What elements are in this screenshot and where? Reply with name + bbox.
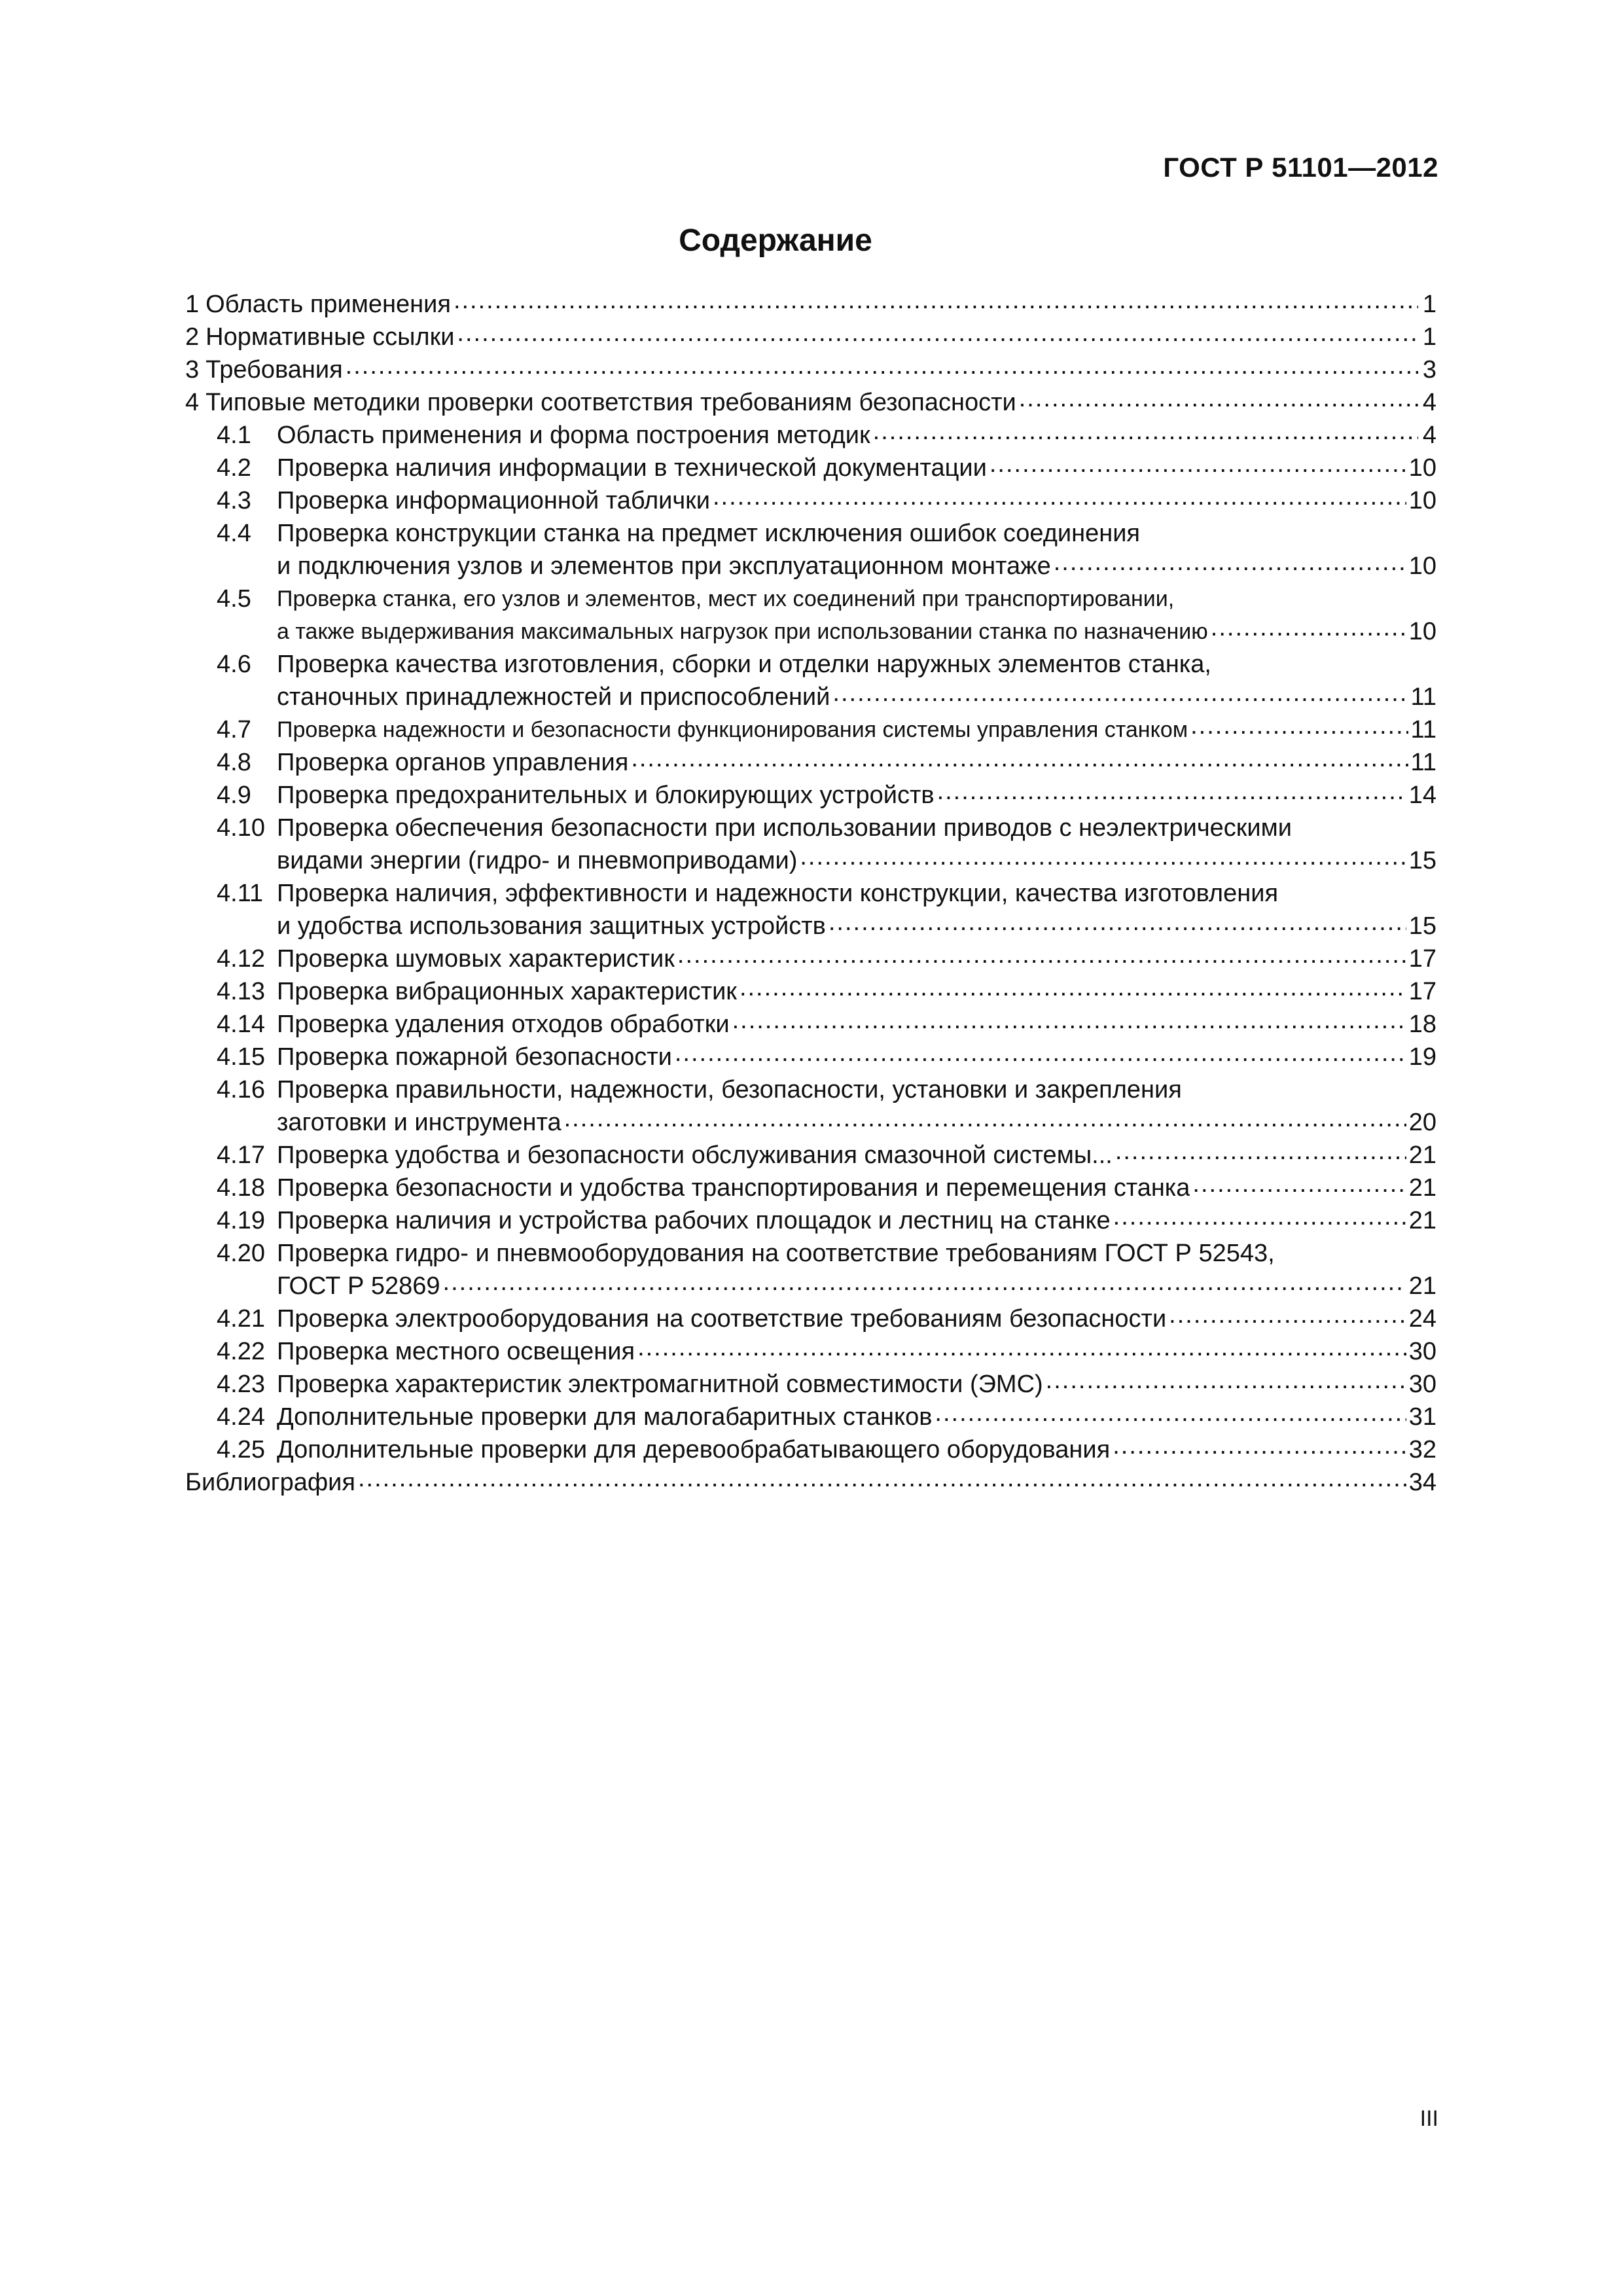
toc-dot-leader (1054, 550, 1406, 583)
toc-dot-leader (740, 975, 1406, 1008)
toc-page-number: 21 (1408, 1141, 1436, 1169)
toc-page-number: 24 (1408, 1305, 1436, 1333)
toc-dot-leader (829, 910, 1406, 942)
toc-dot-leader (443, 1270, 1406, 1302)
toc-entry-number: 4.9 (217, 781, 251, 809)
toc-entry (185, 1335, 1436, 1368)
toc-page-number: 30 (1408, 1338, 1436, 1365)
toc-dot-leader (1113, 1433, 1406, 1466)
toc-entry-title: Проверка пожарной безопасности (277, 1043, 672, 1071)
toc-entry (185, 1237, 1436, 1302)
toc-page-number: 34 (1408, 1469, 1436, 1496)
toc-dot-leader (1169, 1302, 1406, 1335)
toc-entry (185, 288, 1436, 321)
toc-page-number: 32 (1408, 1436, 1436, 1463)
toc-entry-title: Проверка станка, его узлов и элементов, мест их соединений при транспортировании, (277, 586, 1175, 611)
toc-entry (185, 1466, 1436, 1499)
toc-entry-number: 4.11 (217, 880, 264, 907)
toc-dot-leader (935, 1401, 1406, 1433)
toc-page-number: 30 (1408, 1371, 1436, 1398)
toc-page-number: 10 (1408, 552, 1436, 580)
toc-entry (185, 1433, 1436, 1466)
toc-entry-title: Проверка конструкции станка на предмет исключения ошибок соединения (277, 520, 1140, 547)
toc-entry-title: Проверка характеристик электромагнитной совместимости (ЭМС) (277, 1371, 1043, 1398)
toc-entry-title: Проверка наличия информации в технической документации (277, 454, 987, 482)
toc-dot-leader (637, 1335, 1406, 1368)
toc-page-number: 10 (1408, 487, 1436, 514)
toc-entry-title: Требования (205, 356, 343, 384)
toc-line (185, 1139, 1436, 1172)
toc-entry (185, 452, 1436, 484)
toc-entry-number: 4.8 (217, 749, 251, 776)
toc-page-number: 11 (1410, 716, 1436, 744)
toc-entry-number: 4.22 (217, 1338, 265, 1365)
toc-line (185, 713, 1436, 746)
toc-line (185, 1041, 1436, 1073)
toc-line (185, 812, 1436, 844)
toc-entry-title: а также выдерживания максимальных нагрузок при использовании станка по назначению (277, 619, 1208, 644)
toc-entry-number: 4.2 (217, 454, 251, 482)
toc-page-number: 20 (1408, 1109, 1436, 1136)
toc-line-continuation (185, 1106, 1436, 1139)
toc-dot-leader (732, 1008, 1406, 1041)
toc-entry-title: Проверка наличия, эффективности и надежности конструкции, качества изготовления (277, 880, 1279, 907)
toc-line (185, 746, 1436, 779)
toc-dot-leader (800, 844, 1406, 877)
toc-line (185, 1204, 1436, 1237)
toc-entry (185, 746, 1436, 779)
toc-line-continuation (185, 550, 1436, 583)
toc-entry-number: 4.10 (217, 814, 265, 842)
toc-page-number: 19 (1408, 1043, 1436, 1071)
toc-line (185, 583, 1436, 615)
toc-dot-leader (675, 1041, 1406, 1073)
toc-dot-leader (990, 452, 1406, 484)
toc-entry-number: 1 (185, 291, 200, 318)
toc-line-continuation (185, 1270, 1436, 1302)
toc-entry-title: Проверка удобства и безопасности обслуживания смазочной системы... (277, 1141, 1113, 1169)
toc-line (185, 648, 1436, 681)
toc-entry-number: 4 (185, 389, 200, 416)
toc-page-number: 4 (1422, 389, 1436, 416)
toc-entry-title: Проверка обеспечения безопасности при использовании приводов с неэлектрическими (277, 814, 1293, 842)
toc-line (185, 1466, 1436, 1499)
toc-line (185, 1302, 1436, 1335)
toc-entry-number: 4.17 (217, 1141, 265, 1169)
table-of-contents (185, 288, 1436, 1499)
toc-line (185, 877, 1436, 910)
toc-entry-title: Проверка органов управления (277, 749, 629, 776)
toc-entry (185, 583, 1436, 648)
toc-line (185, 1433, 1436, 1466)
toc-entry (185, 484, 1436, 517)
toc-line (185, 288, 1436, 321)
toc-page-number: 15 (1408, 912, 1436, 940)
page-title: Содержание (679, 223, 872, 258)
toc-entry-number: 4.24 (217, 1403, 265, 1431)
toc-entry-title: видами энергии (гидро- и пневмоприводами) (277, 847, 798, 874)
toc-entry-title: Проверка удаления отходов обработки (277, 1011, 730, 1038)
toc-line (185, 452, 1436, 484)
toc-entry-title: станочных принадлежностей и приспособлений (277, 683, 830, 711)
toc-line-continuation (185, 615, 1436, 648)
toc-page-number: 4 (1422, 422, 1436, 449)
toc-entry-number: 4.13 (217, 978, 265, 1005)
toc-line (185, 419, 1436, 452)
toc-entry (185, 386, 1436, 419)
toc-entry-title: Проверка качества изготовления, сборки и отделки наружных элементов станка, (277, 651, 1211, 678)
toc-entry (185, 1041, 1436, 1073)
toc-entry-number: 4.21 (217, 1305, 265, 1333)
toc-entry-title: Проверка правильности, надежности, безопасности, установки и закрепления (277, 1076, 1182, 1103)
toc-line (185, 353, 1436, 386)
toc-entry (185, 1073, 1436, 1139)
toc-entry-number: 3 (185, 356, 200, 384)
toc-line (185, 484, 1436, 517)
toc-entry-number: 4.18 (217, 1174, 265, 1202)
toc-entry (185, 779, 1436, 812)
toc-line (185, 1073, 1436, 1106)
toc-page-number: 10 (1408, 454, 1436, 482)
toc-entry (185, 942, 1436, 975)
toc-line (185, 1172, 1436, 1204)
toc-line (185, 517, 1436, 550)
toc-entry-number: 2 (185, 323, 200, 351)
toc-entry-number: 4.3 (217, 487, 251, 514)
toc-page-number: 18 (1408, 1011, 1436, 1038)
toc-entry-title: Проверка надежности и безопасности функционирования системы управления станком (277, 717, 1188, 742)
toc-entry (185, 877, 1436, 942)
toc-entry (185, 353, 1436, 386)
toc-line-continuation (185, 681, 1436, 713)
toc-entry-title: Область применения (205, 291, 451, 318)
toc-entry-number: 4.4 (217, 520, 251, 547)
toc-entry-title: Проверка местного освещения (277, 1338, 635, 1365)
toc-line (185, 1368, 1436, 1401)
toc-entry-number: 4.25 (217, 1436, 265, 1463)
toc-entry-number: 4.12 (217, 945, 265, 973)
toc-entry-title: и удобства использования защитных устройств (277, 912, 826, 940)
toc-entry-number: 4.1 (217, 422, 251, 449)
toc-line (185, 975, 1436, 1008)
toc-entry-title: Проверка информационной таблички (277, 487, 710, 514)
toc-dot-leader (1211, 615, 1406, 648)
toc-entry-number: 4.5 (217, 585, 251, 613)
toc-line (185, 321, 1436, 353)
toc-entry-title: Область применения и форма построения методик (277, 422, 870, 449)
toc-dot-leader (1113, 1204, 1406, 1237)
toc-dot-leader (873, 419, 1418, 452)
toc-entry (185, 1368, 1436, 1401)
toc-line (185, 1335, 1436, 1368)
toc-entry (185, 975, 1436, 1008)
toc-line-continuation (185, 844, 1436, 877)
toc-dot-leader (713, 484, 1406, 517)
toc-entry (185, 713, 1436, 746)
toc-entry-number: 4.23 (217, 1371, 265, 1398)
toc-entry-title: ГОСТ Р 52869 (277, 1272, 440, 1300)
page-number: III (1419, 2106, 1438, 2131)
toc-dot-leader (1046, 1368, 1406, 1401)
toc-entry-title: заготовки и инструмента (277, 1109, 562, 1136)
toc-entry-number: 4.16 (217, 1076, 265, 1103)
document-code: ГОСТ Р 51101—2012 (1163, 152, 1438, 183)
toc-page-number: 15 (1408, 847, 1436, 874)
toc-page-number: 21 (1408, 1272, 1436, 1300)
toc-entry (185, 648, 1436, 713)
toc-entry-title: Дополнительные проверки для малогабаритных станков (277, 1403, 933, 1431)
toc-page-number: 11 (1410, 683, 1436, 711)
toc-line (185, 1237, 1436, 1270)
toc-entry (185, 419, 1436, 452)
toc-entry (185, 517, 1436, 583)
toc-dot-leader (937, 779, 1406, 812)
toc-entry-title: Проверка наличия и устройства рабочих площадок и лестниц на станке (277, 1207, 1111, 1234)
toc-line-continuation (185, 910, 1436, 942)
toc-page-number: 14 (1408, 781, 1436, 809)
toc-entry-title: Проверка шумовых характеристик (277, 945, 675, 973)
toc-page-number: 10 (1408, 618, 1436, 645)
toc-dot-leader (1115, 1139, 1406, 1172)
toc-line (185, 942, 1436, 975)
toc-entry (185, 1139, 1436, 1172)
toc-entry-title: Проверка предохранительных и блокирующих устройств (277, 781, 935, 809)
toc-page-number: 3 (1422, 356, 1436, 384)
toc-entry (185, 1008, 1436, 1041)
toc-entry-title: Нормативные ссылки (205, 323, 455, 351)
toc-dot-leader (677, 942, 1406, 975)
toc-dot-leader (457, 321, 1418, 353)
toc-entry-title: Проверка электрооборудования на соответствие требованиям безопасности (277, 1305, 1167, 1333)
toc-dot-leader (631, 746, 1408, 779)
toc-dot-leader (1192, 1172, 1406, 1204)
toc-line (185, 779, 1436, 812)
toc-entry-title: Дополнительные проверки для деревообрабатывающего оборудования (277, 1436, 1111, 1463)
toc-entry (185, 321, 1436, 353)
toc-line (185, 1008, 1436, 1041)
toc-dot-leader (1019, 386, 1418, 419)
toc-entry (185, 1172, 1436, 1204)
toc-dot-leader (454, 288, 1418, 321)
toc-entry-title: Проверка вибрационных характеристик (277, 978, 737, 1005)
toc-page-number: 11 (1410, 749, 1436, 776)
toc-entry-number: 4.6 (217, 651, 251, 678)
toc-page-number: 17 (1408, 978, 1436, 1005)
toc-entry (185, 1401, 1436, 1433)
toc-dot-leader (832, 681, 1408, 713)
toc-entry-title: Проверка гидро- и пневмооборудования на соответствие требованиям ГОСТ Р 52543, (277, 1240, 1275, 1267)
toc-dot-leader (1190, 713, 1408, 746)
toc-entry-number: 4.14 (217, 1011, 265, 1038)
toc-entry (185, 1204, 1436, 1237)
toc-entry-title: Библиография (185, 1469, 355, 1496)
toc-entry-number: 4.7 (217, 716, 251, 744)
toc-entry (185, 1302, 1436, 1335)
toc-dot-leader (358, 1466, 1406, 1499)
toc-entry-title: и подключения узлов и элементов при эксплуатационном монтаже (277, 552, 1051, 580)
toc-entry-number: 4.19 (217, 1207, 265, 1234)
toc-entry-number: 4.20 (217, 1240, 265, 1267)
toc-page-number: 1 (1422, 323, 1436, 351)
toc-entry-title: Проверка безопасности и удобства транспортирования и перемещения станка (277, 1174, 1190, 1202)
toc-dot-leader (346, 353, 1418, 386)
toc-line (185, 386, 1436, 419)
toc-page-number: 31 (1408, 1403, 1436, 1431)
toc-entry-title: Типовые методики проверки соответствия требованиям безопасности (205, 389, 1016, 416)
toc-page-number: 1 (1422, 291, 1436, 318)
toc-page-number: 21 (1408, 1174, 1436, 1202)
toc-entry-number: 4.15 (217, 1043, 265, 1071)
toc-page-number: 21 (1408, 1207, 1436, 1234)
toc-line (185, 1401, 1436, 1433)
toc-dot-leader (564, 1106, 1406, 1139)
toc-page-number: 17 (1408, 945, 1436, 973)
toc-entry (185, 812, 1436, 877)
